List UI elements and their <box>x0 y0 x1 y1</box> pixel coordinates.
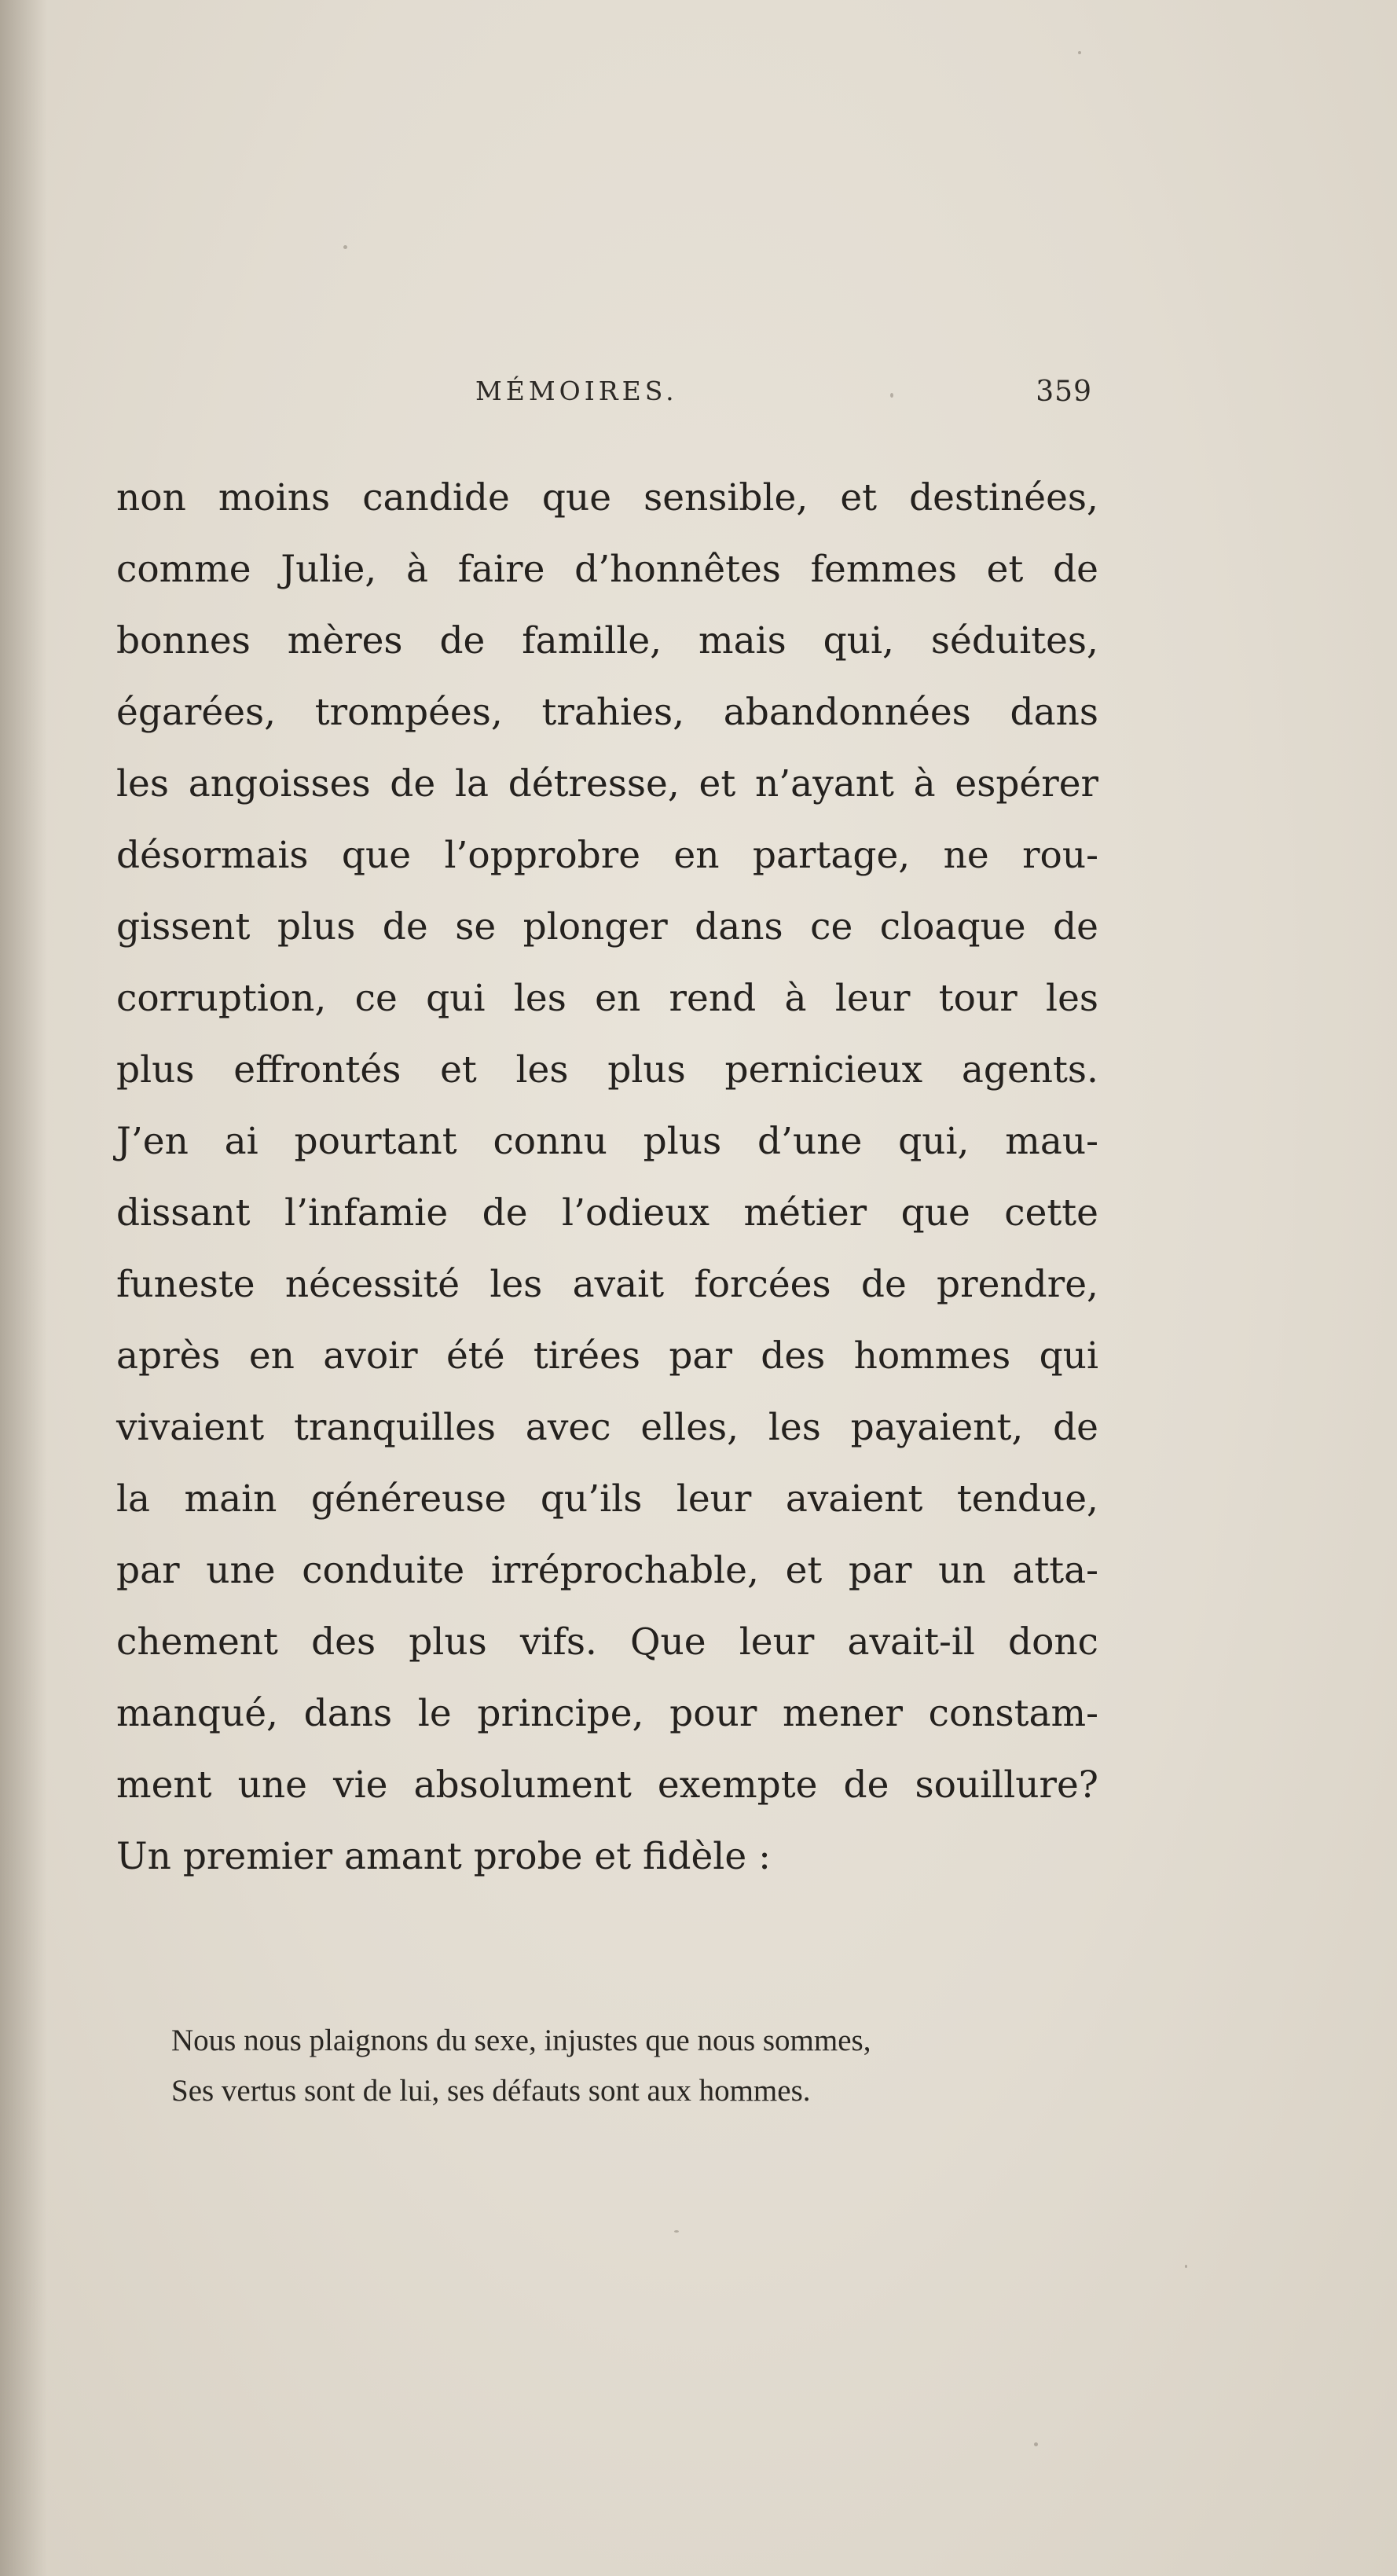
text-line: ment une vie absolument exempte de souillure? <box>116 1763 1098 1807</box>
paper-speck <box>890 393 893 398</box>
text-line: funeste nécessité les avait forcées de prendre, <box>116 1263 1098 1306</box>
text-line: gissent plus de se plonger dans ce cloaque de <box>116 905 1098 949</box>
text-line: égarées, trompées, trahies, abandonnées dans <box>116 691 1098 734</box>
verse-quotation <box>171 2016 1075 2116</box>
running-header <box>114 376 1092 423</box>
text-line: non moins candide que sensible, et destinées, <box>116 476 1098 519</box>
paper-speck <box>343 245 347 249</box>
text-line: J’en ai pourtant connu plus d’une qui, mau- <box>116 1120 1098 1163</box>
verse-line: Nous nous plaignons du sexe, injustes que nous sommes, <box>171 2024 871 2057</box>
text-line: chement des plus vifs. Que leur avait-il donc <box>116 1620 1098 1664</box>
paper-speck <box>1034 2442 1038 2446</box>
verse-line: Ses vertus sont de lui, ses défauts sont aux hommes. <box>171 2074 811 2108</box>
text-line: désormais que l’opprobre en partage, ne rou- <box>116 834 1098 877</box>
paper-speck <box>1185 2265 1187 2268</box>
text-line: bonnes mères de famille, mais qui, séduites, <box>116 619 1098 662</box>
text-line: la main généreuse qu’ils leur avaient tendue, <box>116 1477 1098 1521</box>
page-number: 359 <box>1036 376 1092 408</box>
text-line: manqué, dans le principe, pour mener constam- <box>116 1692 1098 1735</box>
paper-speck <box>674 2230 679 2233</box>
text-line: les angoisses de la détresse, et n’ayant à espérer <box>116 762 1098 805</box>
running-title: MÉMOIRES. <box>475 376 678 406</box>
text-line: après en avoir été tirées par des hommes qui <box>116 1334 1098 1378</box>
text-line: vivaient tranquilles avec elles, les payaient, de <box>116 1406 1098 1449</box>
text-line: plus effrontés et les plus pernicieux agents. <box>116 1048 1098 1092</box>
text-line: corruption, ce qui les en rend à leur tour les <box>116 977 1098 1020</box>
paper-speck <box>1078 51 1081 54</box>
text-line: dissant l’infamie de l’odieux métier que cette <box>116 1191 1098 1235</box>
body-paragraph <box>116 462 1098 1892</box>
text-line-last: Un premier amant probe et fidèle : <box>116 1835 771 1878</box>
text-line: comme Julie, à faire d’honnêtes femmes et de <box>116 548 1098 591</box>
text-line: par une conduite irréprochable, et par un atta- <box>116 1549 1098 1592</box>
